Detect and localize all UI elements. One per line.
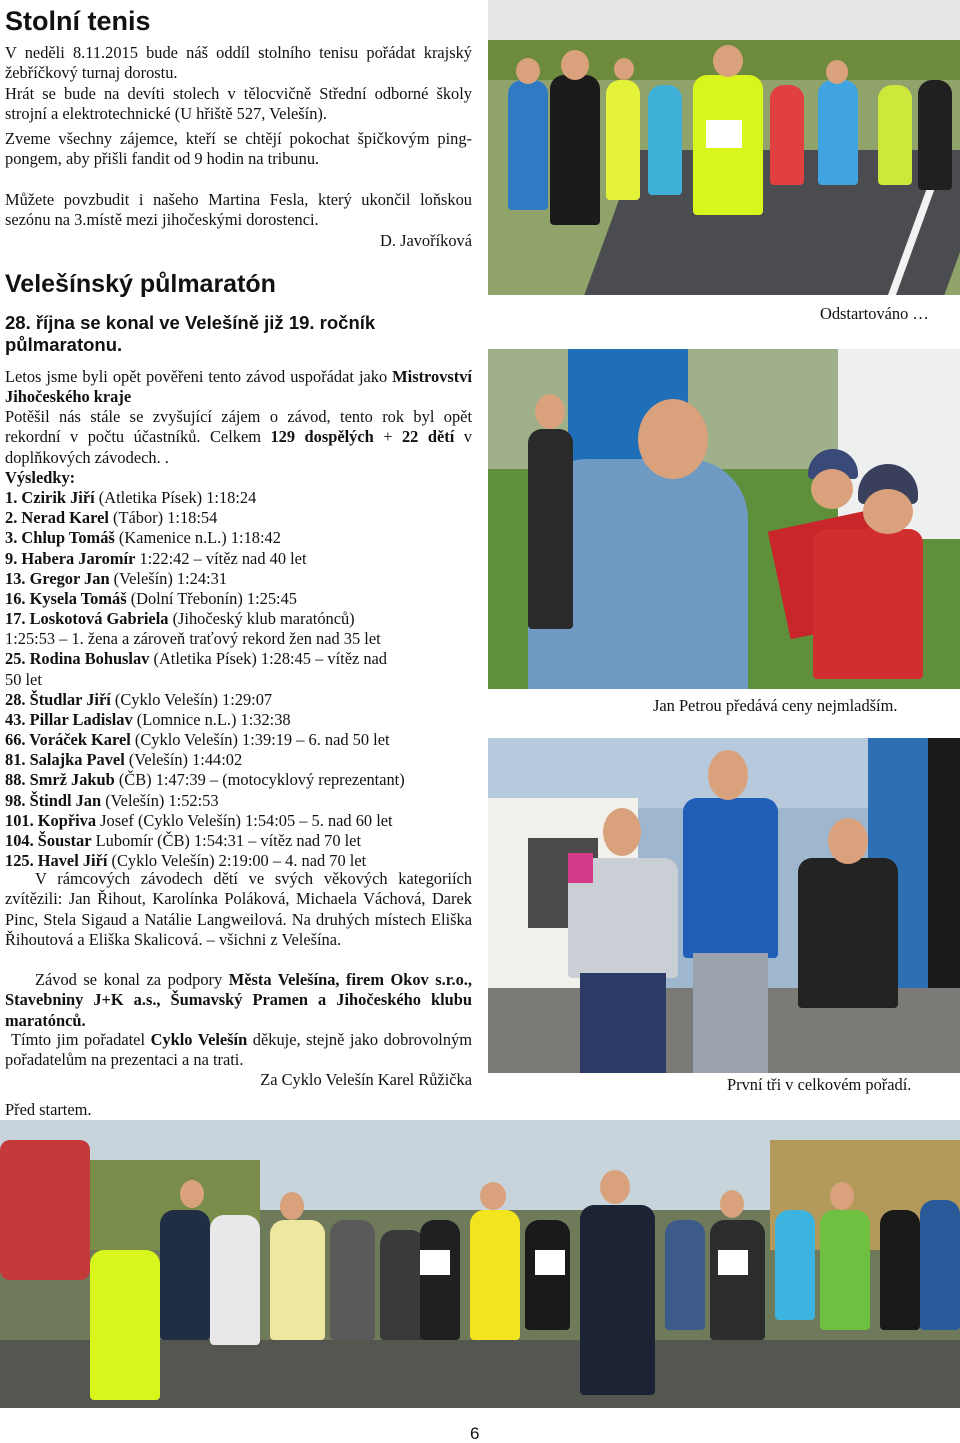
result-detail: (Cyklo Velešín) 2:19:00 – 4. nad 70 let xyxy=(107,850,367,870)
result-row xyxy=(5,488,475,508)
result-rank-name: 81. Salajka Pavel xyxy=(5,750,125,770)
result-row xyxy=(5,589,475,609)
result-detail: (Lomnice n.L.) 1:32:38 xyxy=(132,709,291,729)
result-rank-name: 3. Chlup Tomáš xyxy=(5,528,115,548)
plus-sign: + xyxy=(383,427,393,447)
caption-awards: Jan Petrou předává ceny nejmladším. xyxy=(653,696,898,715)
kids-count: 22 dětí xyxy=(401,427,455,447)
table-tennis-paragraph-2: Hrát se bude na devíti stolech v tělocvičně Střední odborné školy strojní a elektrotechnické (U hřiště 527, Velešín). xyxy=(5,84,472,124)
result-rank-name: 43. Pillar Ladislav xyxy=(5,709,133,729)
sponsors-lead: Závod se konal za podpory xyxy=(35,970,223,989)
table-tennis-paragraph-1: V neděli 8.11.2015 bude náš oddíl stolního tenisu pořádat krajský žebříčkový turnaj dorostu. xyxy=(5,43,472,83)
result-row xyxy=(5,670,475,690)
result-detail: (Kamenice n.L.) 1:18:42 xyxy=(114,528,281,548)
result-detail: (Jihočeský klub maratónců) xyxy=(168,609,355,629)
result-row xyxy=(5,629,475,649)
page-number: 6 xyxy=(470,1424,480,1443)
result-detail: (Atletika Písek) 1:18:24 xyxy=(94,488,257,508)
championship-label: Mistrovství Jihočeského kraje xyxy=(5,367,472,407)
photo-awards xyxy=(488,349,960,689)
result-detail: (ČB) 1:47:39 – (motocyklový reprezentant) xyxy=(114,770,405,790)
result-rank-name: 104. Šoustar xyxy=(5,830,92,850)
result-rank-name: 9. Habera Jaromír xyxy=(5,548,136,568)
kids-paragraph: V rámcových závodech dětí ve svých věkových kategoriích zvítězili: Jan Řihout, Karolínka Poláková, Michaela Váchová, Darek Pinc, Stela Sigaud a Natálie Langweilová. Na druhých místech Eliška Řihoutová a Eliška Skalicová. – všichni z Velešína. xyxy=(5,869,472,949)
result-row xyxy=(5,770,475,790)
result-detail: 50 let xyxy=(5,669,42,689)
thanks-club: Cyklo Velešín xyxy=(150,1030,248,1049)
result-detail: (Atletika Písek) 1:28:45 – vítěz nad xyxy=(149,649,388,669)
result-row xyxy=(5,549,475,569)
photo-before-start xyxy=(0,1120,960,1408)
caption-before-start: Před startem. xyxy=(5,1100,92,1119)
result-rank-name: 66. Voráček Karel xyxy=(5,730,131,750)
result-row xyxy=(5,831,475,851)
thanks-text: Tímto jim pořadatel xyxy=(11,1030,146,1049)
result-row xyxy=(5,811,475,831)
result-rank-name: 1. Czirik Jiří xyxy=(5,488,95,508)
result-rank-name: 25. Rodina Bohuslav xyxy=(5,649,150,669)
result-detail: (Cyklo Velešín) 1:39:19 – 6. nad 50 let xyxy=(130,730,390,750)
table-tennis-paragraph-3: Zveme všechny zájemce, kteří se chtějí pokochat špičkovým ping-pongem, aby přišli fandit od 9 hodin na tribunu. xyxy=(5,129,472,169)
thanks-tail: děkuje, stejně jako dobrovolným pořadatelům na prezentaci a na trati. xyxy=(5,1030,473,1070)
result-detail: Josef (Cyklo Velešín) 1:54:05 – 5. nad 60 let xyxy=(96,810,393,830)
sponsors-paragraph xyxy=(5,970,472,1031)
intro-text: Letos jsme byli opět pověřeni tento závod uspořádat jako xyxy=(5,367,388,386)
result-detail: 1:22:42 – vítěz nad 40 let xyxy=(135,548,307,568)
participation-tail: v doplňkových závodech. . xyxy=(5,427,472,467)
results-list xyxy=(5,468,475,871)
result-detail: (Velešín) 1:24:31 xyxy=(109,568,228,588)
result-detail: (Tábor) 1:18:54 xyxy=(108,508,218,528)
result-detail: (Velešín) 1:44:02 xyxy=(124,750,243,770)
thanks-paragraph xyxy=(5,1030,472,1071)
result-rank-name: 125. Havel Jiří xyxy=(5,850,108,870)
sponsors-list: Města Velešína, firem Okov s.r.o., Stavebniny J+K a.s., Šumavský Pramen a Jihočeského klubu maratónců. xyxy=(5,970,473,1030)
caption-podium: První tři v celkovém pořadí. xyxy=(727,1075,912,1094)
table-tennis-paragraph-4: Můžete povzbudit i našeho Martina Fesla, který ukončil loňskou sezónu na 3.místě mezi jihočeskými dorostenci. xyxy=(5,190,472,230)
table-tennis-signature: D. Javoříková xyxy=(380,231,472,250)
result-row xyxy=(5,690,475,710)
result-rank-name: 16. Kysela Tomáš xyxy=(5,588,127,608)
result-row xyxy=(5,750,475,770)
photo-race-start xyxy=(488,0,960,295)
result-rank-name: 28. Študlar Jiří xyxy=(5,689,111,709)
caption-start: Odstartováno … xyxy=(820,304,929,323)
result-detail: (Velešín) 1:52:53 xyxy=(101,790,219,810)
result-row xyxy=(5,508,475,528)
result-rank-name: 17. Loskotová Gabriela xyxy=(5,609,169,629)
result-detail: (Dolní Třebonín) 1:25:45 xyxy=(126,588,298,608)
result-row xyxy=(5,609,475,629)
result-rank-name: 101. Kopřiva xyxy=(5,810,97,830)
intro-paragraph xyxy=(5,367,472,408)
result-detail: (Cyklo Velešín) 1:29:07 xyxy=(110,689,273,709)
photo-podium xyxy=(488,738,960,1073)
participation-text: Potěšil nás stále se zvyšující zájem o závod, tento rok byl opět rekordní v počtu účastníků. Celkem xyxy=(5,407,472,447)
result-row xyxy=(5,528,475,548)
result-row xyxy=(5,730,475,750)
result-row xyxy=(5,569,475,589)
result-rank-name: 2. Nerad Karel xyxy=(5,508,109,528)
half-marathon-title: Velešínský půlmaratón xyxy=(5,270,276,298)
result-rank-name: 88. Smrž Jakub xyxy=(5,770,115,790)
author-signature: Za Cyklo Velešín Karel Růžička xyxy=(260,1070,472,1089)
results-label: Výsledky: xyxy=(5,468,76,487)
result-rank-name: 13. Gregor Jan xyxy=(5,568,110,588)
adults-count: 129 dospělých xyxy=(270,427,374,447)
result-detail: Lubomír (ČB) 1:54:31 – vítěz nad 70 let xyxy=(91,830,362,850)
table-tennis-title: Stolní tenis xyxy=(5,6,151,36)
result-rank-name: 98. Štindl Jan xyxy=(5,790,102,810)
result-row xyxy=(5,791,475,811)
participation-paragraph xyxy=(5,407,472,468)
result-detail: 1:25:53 – 1. žena a zároveň traťový rekord žen nad 35 let xyxy=(5,629,381,649)
result-row xyxy=(5,710,475,730)
half-marathon-subtitle: 28. října se konal ve Velešíně již 19. ročník půlmaratonu. xyxy=(5,312,376,355)
result-row xyxy=(5,649,475,669)
